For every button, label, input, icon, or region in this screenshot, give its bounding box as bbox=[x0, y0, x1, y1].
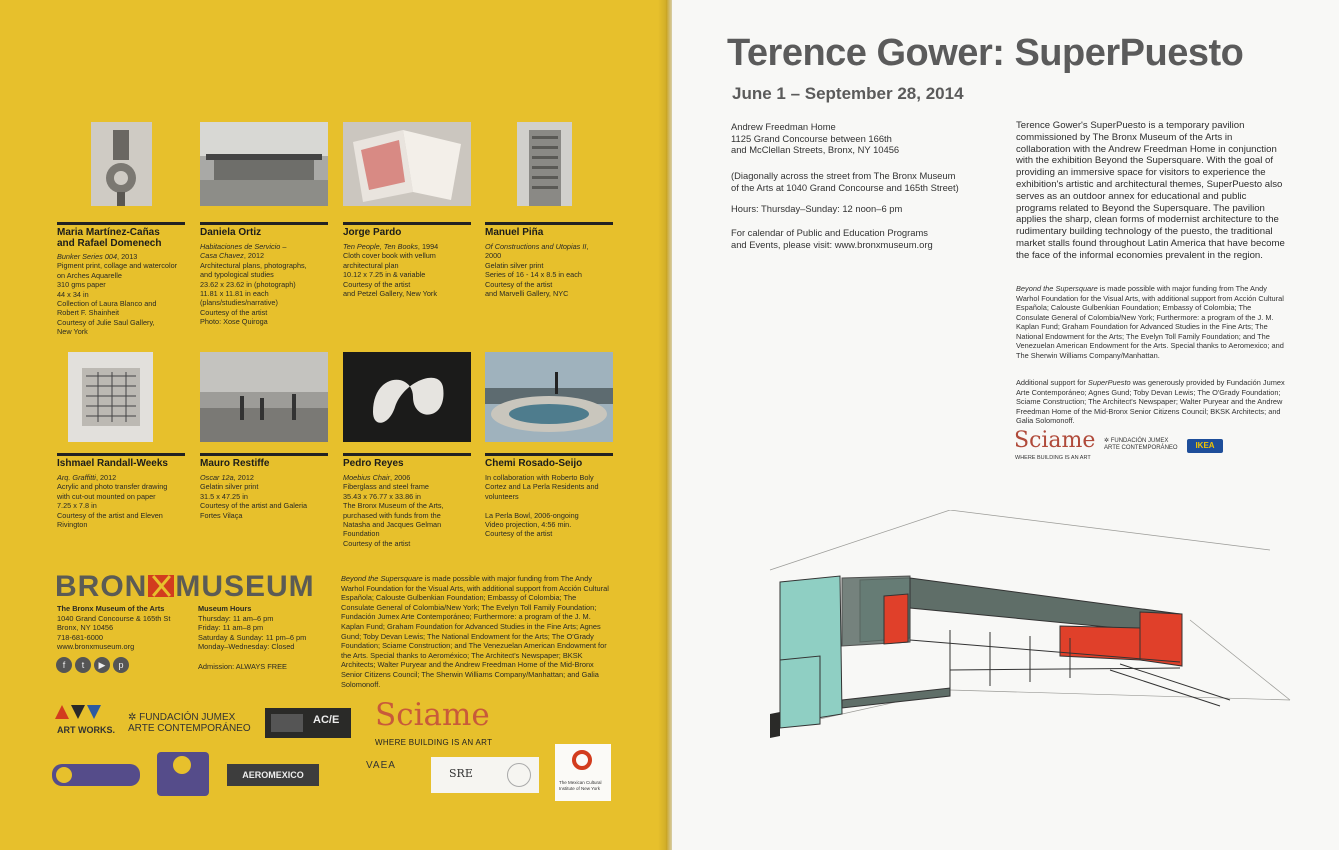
artist-name: Daniela Ortiz bbox=[200, 227, 262, 238]
artwork-caption: In collaboration with Roberto Boly Cortez and La Perla Residents and volunteers La Perla Bowl, 2006-ongoing Video projection, 4:56 min. Courtesy of the artist bbox=[485, 473, 599, 539]
calendar-info: For calendar of Public and Education Programs and Events, please visit: www.bronxmuseum.org bbox=[731, 227, 933, 250]
venue-address: Andrew Freedman Home 1125 Grand Concourse between 166th and McClellan Streets, Bronx, NY 10456 bbox=[731, 121, 900, 156]
museum-logo-mark bbox=[148, 575, 174, 597]
artwork-caption: Arq. Graffitti, 2012 Acrylic and photo transfer drawing with cut-out mounted on paper 7.25 x 7.8 in Courtesy of the artist and Eleven Rivington bbox=[57, 473, 168, 530]
sculpture-image bbox=[91, 122, 152, 206]
divider-bar bbox=[57, 222, 185, 225]
sciame-tagline: WHERE BUILDING IS AN ART bbox=[375, 738, 493, 747]
artwork-caption: Moebius Chair, 2006 Fiberglass and steel frame 35.43 x 76.77 x 33.86 in The Bronx Museum of the Arts, purchased with funds from the Natasha and Jacques Gelman Foundation Courtesy of the artist bbox=[343, 473, 444, 548]
venue-directions: (Diagonally across the street from The Bronx Museum of the Arts at 1040 Grand Concourse and 165th Street) bbox=[731, 170, 959, 193]
ace-label: AC/E bbox=[313, 714, 340, 726]
artwork-caption: Ten People, Ten Books, 1994 Cloth cover book with vellum architectural plan 10.12 x 7.25 in & variable Courtesy of the artist and Petzel Gallery, New York bbox=[343, 242, 439, 299]
book-image bbox=[343, 122, 471, 206]
artwork-photo-pardo bbox=[343, 122, 471, 206]
mexican-cultural-label: The Mexican Cultural Institute of New York bbox=[559, 780, 602, 791]
jumex-logo-right: ✲ FUNDACIÓN JUMEX ARTE CONTEMPORÁNEO bbox=[1104, 438, 1178, 451]
artist-name: Pedro Reyes bbox=[343, 458, 404, 469]
youtube-icon[interactable]: ▶ bbox=[94, 657, 110, 673]
facebook-icon[interactable]: f bbox=[56, 657, 72, 673]
artwork-caption: Of Constructions and Utopias II, 2000 Gelatin silver print Series of 16 - 14 x 8.5 in each Courtesy of the artist and Marvelli Gallery, NYC bbox=[485, 242, 589, 299]
artwork-photo-ortiz bbox=[200, 122, 328, 206]
museum-address: The Bronx Museum of the Arts 1040 Grand Concourse & 165th St Bronx, NY 10456 718-681-6000 www.bronxmuseum.org bbox=[57, 604, 171, 652]
artwork-caption: Bunker Series 004, 2013 Pigment print, collage and watercolor on Arches Aquarelle 310 gms paper 44 x 34 in Collection of Laura Blanco and Robert F. Shainheit Courtesy of Julie Saul Gallery, New York bbox=[57, 252, 178, 337]
artist-name: Chemi Rosado-Seijo bbox=[485, 458, 583, 469]
la-perla-bowl-image bbox=[485, 352, 613, 442]
artist-name: Manuel Piña bbox=[485, 227, 544, 238]
artist-name: Mauro Restiffe bbox=[200, 458, 270, 469]
artwork-photo-randall-weeks bbox=[68, 352, 153, 442]
colombia-seal-icon bbox=[56, 767, 72, 783]
sciame-logo-right: Sciame bbox=[1014, 428, 1096, 453]
twitter-icon[interactable]: t bbox=[75, 657, 91, 673]
divider-bar bbox=[57, 453, 185, 456]
divider-bar bbox=[200, 222, 328, 225]
sciame-logo: Sciame bbox=[375, 697, 490, 733]
artwork-photo-reyes bbox=[343, 352, 471, 442]
venue-hours: Hours: Thursday–Sunday: 12 noon–6 pm bbox=[731, 203, 903, 214]
building-image bbox=[200, 122, 328, 206]
bronx-museum-logo: BRON MUSEUM bbox=[55, 570, 315, 603]
sre-logo bbox=[431, 757, 539, 793]
artwork-photo-rosado-seijo bbox=[485, 352, 613, 442]
sre-label: SRE bbox=[449, 767, 473, 780]
tower-image bbox=[517, 122, 572, 206]
page-title: Terence Gower: SuperPuesto bbox=[727, 32, 1244, 74]
art-works-logo: ART WORKS. bbox=[57, 725, 115, 735]
divider-bar bbox=[343, 453, 471, 456]
artwork-caption: Oscar 12a, 2012 Gelatin silver print 31.5 x 47.25 in Courtesy of the artist and Galeria Fortes Vilaça bbox=[200, 473, 308, 520]
flower-icon bbox=[572, 750, 592, 770]
pavilion-drawing bbox=[750, 510, 1310, 760]
superpuesto-support: Additional support for SuperPuesto was generously provided by Fundación Jumex Arte Contemporáneo; Agnes Gund; Toby Devan Lewis; The O'Grady Foundation; Sciame Construction; The Architect's Newspaper; Walter Puryear and the Andrew Freedman Home of the Mid-Bronx Senior Citizens Council; BKSK Architects; and Galia Solomonoff. bbox=[1016, 378, 1285, 425]
exhibition-funding: Beyond the Supersquare is made possible with major funding from The Andy Warhol Foundation for the Visual Arts, with additional support from Acción Cultural Española; Calouste Gulbenkian Foundation; Embassy of Colombia; The Consulate General of Colombia/New York; Furthermore: a program of the J. M. Kaplan Fund; Graham Foundation for Advanced Studies in the Fine Arts; The National Endowment for the Arts; The Evelyn Toll Family Foundation; and The Venezuelan American Endowment for the Arts. Special thanks to Aeromexico; and The Sherwin Williams Company/Manhattan. bbox=[1016, 284, 1284, 360]
sciame-tagline-right: WHERE BUILDING IS AN ART bbox=[1015, 455, 1091, 461]
artist-name: Jorge Pardo bbox=[343, 227, 402, 238]
divider-bar bbox=[343, 222, 471, 225]
jumex-logo: ✲ FUNDACIÓN JUMEX ARTE CONTEMPORÁNEO bbox=[128, 712, 251, 734]
colombia-consulate-logo bbox=[157, 752, 209, 796]
pavilion-description: Terence Gower's SuperPuesto is a temporary pavilion commissioned by The Bronx Museum of the Arts in collaboration with the Andrew Freedman Home in conjunction with the exhibition Beyond the Supersquare. With the goal of providing an immersive space for visitors to experience the exhibition's artistic and architectural themes, SuperPuesto also serves as an outdoor annex for educational and public programs related to Beyond the Supersquare. The pavilion applies the sharp, clean forms of modernist architecture to the rudimentary building technology of the puesto, the traditional market stalls found throughout Latin America that have become the face of the informal economies prevalent in the region. bbox=[1016, 120, 1285, 261]
artwork-caption: Habitaciones de Servicio – Casa Chavez, 2012 Architectural plans, photographs, and typological studies 23.62 x 23.62 in (photograph) 11.81 x 11.81 in each (plans/studies/narrative) Courtesy of the artist Photo: Xose Quiroga bbox=[200, 242, 307, 327]
artist-name: Ishmael Randall-Weeks bbox=[57, 458, 168, 469]
artwork-photo-restiffe bbox=[200, 352, 328, 442]
artwork-photo-martinez-canas bbox=[91, 122, 152, 206]
exhibition-dates: June 1 – September 28, 2014 bbox=[732, 84, 964, 103]
divider-bar bbox=[485, 222, 613, 225]
pinterest-icon[interactable]: p bbox=[113, 657, 129, 673]
mexican-cultural-institute-logo bbox=[555, 744, 611, 801]
vaea-logo: VAEA bbox=[366, 760, 396, 771]
moebius-chair-image bbox=[343, 352, 471, 442]
divider-bar bbox=[200, 453, 328, 456]
left-page bbox=[0, 0, 668, 850]
artwork-photo-pina bbox=[517, 122, 572, 206]
graffiti-drawing-image bbox=[68, 352, 153, 442]
museum-hours: Museum Hours Thursday: 11 am–6 pm Friday: 11 am–8 pm Saturday & Sunday: 11 pm–6 pm Monday–Wednesday: Closed Admission: ALWAYS FREE bbox=[198, 604, 307, 671]
colombia-seal-icon bbox=[173, 756, 191, 774]
ace-logo bbox=[265, 708, 351, 738]
mexico-seal-icon bbox=[507, 763, 531, 787]
funding-credits: Beyond the Supersquare is made possible with major funding from The Andy Warhol Foundation for the Visual Arts, with additional support from Acción Cultural Española; Calouste Gulbenkian Foundation; Embassy of Colombia; The Consulate General of Colombia/New York; The Evelyn Toll Family Foundation; Fundación Jumex Arte Contemporáneo; Furthermore: a program of the J. M. Kaplan Fund; Graham Foundation for Advanced Studies in the Fine Arts; Agnes Gund; Toby Devan Lewis; The National Endowment for the Arts; The O'Grady Foundation; Sciame Construction; and The Venezuelan American Endowment for the Arts. Special thanks to Aeroméxico; The Architect's Newspaper; BKSK Architects; Walter Puryear and the Andrew Freedman Home of the Mid-Bronx Senior Citizens Council; The Sherwin Williams Company/Manhattan; and Galia Solomonoff. bbox=[341, 574, 609, 689]
art-works-logo-icon bbox=[55, 705, 105, 721]
divider-bar bbox=[485, 453, 613, 456]
ikea-logo: IKEA bbox=[1187, 439, 1223, 453]
interior-image bbox=[200, 352, 328, 442]
artist-name: Maria Martínez-Cañas and Rafael Domenech bbox=[57, 227, 162, 249]
aeromexico-logo: AEROMEXICO bbox=[227, 764, 319, 786]
colombia-embassy-logo bbox=[52, 764, 140, 786]
